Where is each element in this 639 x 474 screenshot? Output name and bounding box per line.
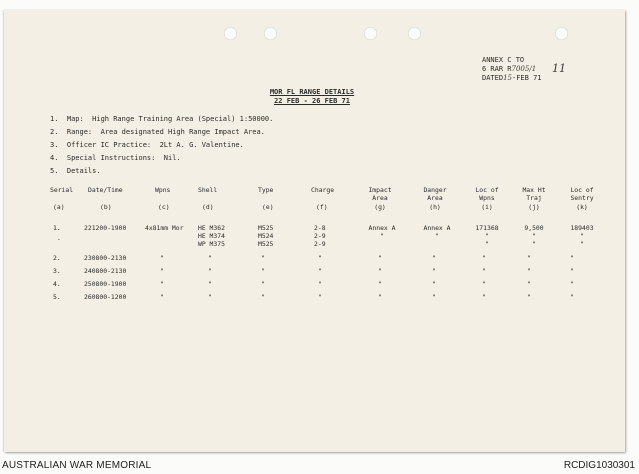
letter-locsentry: (k)	[576, 203, 588, 211]
letter-shell: (d)	[202, 203, 214, 211]
cell-charge-1: 2-8	[314, 224, 326, 232]
ditto-mark: "	[318, 267, 322, 275]
header-locsentry-2: Sentry	[570, 194, 594, 202]
cell-type-1: M525	[258, 224, 274, 232]
annex-date-handwritten: 15	[503, 74, 512, 82]
cell-datetime: 250800-1900	[84, 280, 127, 288]
cell-serial: 2.	[53, 254, 61, 262]
ditto-mark: "	[208, 267, 212, 275]
ditto-mark: "	[380, 232, 384, 240]
ditto-mark: "	[208, 293, 212, 301]
ditto-mark: "	[527, 254, 531, 262]
punch-hole	[264, 27, 277, 40]
cell-locwpns: 171368	[475, 224, 499, 232]
letter-charge: (f)	[316, 203, 328, 211]
punch-hole	[224, 27, 237, 40]
letter-danger: (h)	[429, 203, 441, 211]
ditto-mark: "	[261, 267, 265, 275]
ditto-mark: "	[485, 240, 489, 248]
cell-datetime: 230800-2130	[84, 254, 127, 262]
annex-line-2: 6 RAR R7005/1	[482, 65, 537, 73]
detail-item-range: 2. Range: Area designated High Range Impact Area.	[50, 128, 265, 136]
header-shell: Shell	[198, 186, 218, 194]
cell-serial: 4.	[53, 280, 61, 288]
ditto-mark: "	[432, 293, 436, 301]
ditto-mark: "	[261, 280, 265, 288]
ditto-mark: "	[482, 254, 486, 262]
detail-item-instructions: 4. Special Instructions: Nil.	[50, 154, 181, 162]
ditto-mark: "	[435, 232, 439, 240]
header-impact-1: Impact	[368, 186, 392, 194]
ditto-mark: "	[580, 232, 584, 240]
ditto-mark: "	[432, 267, 436, 275]
archive-source-label: AUSTRALIAN WAR MEMORIAL	[2, 460, 152, 471]
ditto-mark: "	[208, 280, 212, 288]
cell-charge-2: 2-9	[314, 232, 326, 240]
cell-locsentry: 189403	[570, 224, 594, 232]
header-locwpns-2: Wpns	[479, 194, 495, 202]
annex-line-1: ANNEX C TO	[482, 56, 525, 64]
cell-serial: 3.	[53, 267, 61, 275]
ditto-mark: "	[378, 280, 382, 288]
ditto-mark: "	[378, 267, 382, 275]
letter-impact: (g)	[374, 203, 386, 211]
punch-hole	[408, 27, 421, 40]
ditto-mark: "	[527, 293, 531, 301]
letter-maxht: (j)	[528, 203, 540, 211]
ditto-mark: "	[160, 267, 164, 275]
archive-id-label: RCDIG1030301	[563, 460, 635, 471]
ditto-mark: "	[378, 293, 382, 301]
cell-type-2: M524	[258, 232, 274, 240]
ditto-mark: "	[378, 254, 382, 262]
cell-maxht: 9,500	[524, 224, 544, 232]
ditto-mark: "	[482, 267, 486, 275]
ditto-mark: "	[432, 280, 436, 288]
header-locsentry-1: Loc of	[570, 186, 594, 194]
annex-mark-handwritten: 11	[552, 62, 566, 75]
detail-item-details: 5. Details.	[50, 167, 101, 175]
ditto-mark: "	[527, 280, 531, 288]
ditto-mark: "	[318, 254, 322, 262]
cell-type-3: M525	[258, 240, 274, 248]
cell-shell-1: HE M362	[198, 224, 225, 232]
cell-datetime: 240800-2130	[84, 267, 127, 275]
header-wpns: Wpns	[155, 186, 171, 194]
cell-shell-2: HE M374	[198, 232, 225, 240]
header-maxht-2: Traj	[526, 194, 542, 202]
letter-wpns: (c)	[158, 203, 170, 211]
punch-hole	[364, 27, 377, 40]
cell-wpns: 4x81mm Mor	[145, 224, 184, 232]
header-type: Type	[258, 186, 274, 194]
ditto-mark: "	[532, 240, 536, 248]
ditto-mark: "	[432, 254, 436, 262]
ditto-mark: "	[261, 293, 265, 301]
punch-hole	[555, 27, 568, 40]
detail-item-officer: 3. Officer IC Practice: 2Lt A. G. Valentine.	[50, 141, 244, 149]
cell-charge-3: 2-9	[314, 240, 326, 248]
ditto-mark: "	[570, 280, 574, 288]
cell-serial: 1.	[53, 224, 61, 232]
cell-danger: Annex A	[423, 224, 451, 232]
header-charge: Charge	[311, 186, 335, 194]
header-maxht-1: Max Ht	[522, 186, 546, 194]
cell-datetime: 260800-1200	[84, 293, 127, 301]
ditto-mark: "	[485, 232, 489, 240]
header-danger-1: Danger	[423, 186, 447, 194]
header-locwpns-1: Loc of	[475, 186, 499, 194]
detail-item-map: 1. Map: High Range Training Area (Special) 1:50000.	[50, 115, 274, 123]
cell-mark: .	[57, 234, 61, 242]
cell-datetime: 221200-1900	[84, 224, 127, 232]
header-impact-2: Area	[372, 194, 388, 202]
ditto-mark: "	[318, 293, 322, 301]
cell-serial: 5.	[53, 293, 61, 301]
letter-type: (e)	[262, 203, 274, 211]
ditto-mark: "	[570, 254, 574, 262]
ditto-mark: "	[570, 293, 574, 301]
letter-serial: (a)	[53, 203, 65, 211]
annex-line-3: DATED15-FEB 71	[482, 74, 542, 82]
ditto-mark: "	[482, 280, 486, 288]
ditto-mark: "	[527, 267, 531, 275]
ditto-mark: "	[580, 240, 584, 248]
letter-locwpns: (i)	[481, 203, 493, 211]
document-dates: 22 FEB - 26 FEB 71	[274, 97, 350, 105]
cell-shell-3: WP M375	[198, 240, 225, 248]
ditto-mark: "	[532, 232, 536, 240]
header-serial: Serial	[50, 186, 74, 194]
header-danger-2: Area	[427, 194, 443, 202]
header-datetime: Date/Time	[88, 186, 123, 194]
ditto-mark: "	[160, 254, 164, 262]
ditto-mark: "	[261, 254, 265, 262]
ditto-mark: "	[482, 293, 486, 301]
annex-ref-handwritten: 7005/1	[511, 65, 537, 73]
ditto-mark: "	[208, 254, 212, 262]
ditto-mark: "	[318, 280, 322, 288]
ditto-mark: "	[160, 280, 164, 288]
document-title: MOR FL RANGE DETAILS	[269, 88, 355, 96]
cell-impact: Annex A	[368, 224, 396, 232]
ditto-mark: "	[570, 267, 574, 275]
ditto-mark: "	[160, 293, 164, 301]
letter-datetime: (b)	[100, 203, 112, 211]
